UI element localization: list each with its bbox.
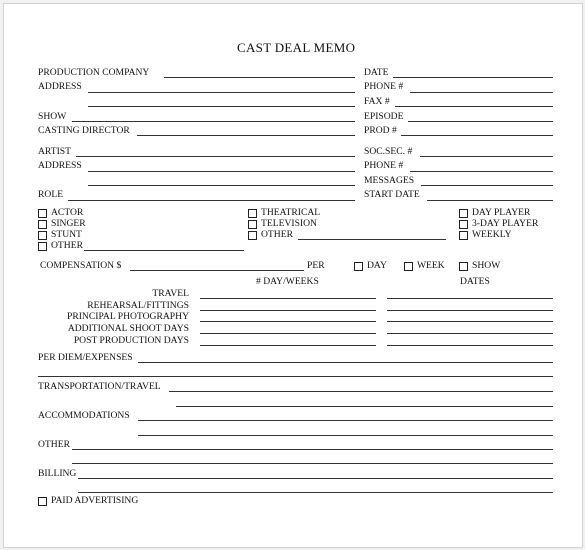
compensation-field[interactable]: [130, 270, 304, 271]
other-type-label: OTHER: [51, 240, 83, 251]
theatrical-label: THEATRICAL: [261, 207, 321, 218]
schedule-row-label: ADDITIONAL SHOOT DAYS: [67, 323, 189, 334]
per-week-label: WEEK: [417, 260, 445, 271]
singer-checkbox[interactable]: [38, 220, 47, 229]
travel-days-field[interactable]: [200, 298, 376, 299]
weekly-checkbox[interactable]: [459, 231, 468, 240]
schedule-row-label: POST PRODUCTION DAYS: [73, 335, 189, 346]
per-day-label: DAY: [367, 260, 387, 271]
per-label: PER: [307, 260, 325, 271]
paid-advertising-checkbox[interactable]: [38, 497, 47, 506]
role-field[interactable]: [68, 200, 355, 201]
other-label: OTHER: [38, 439, 70, 450]
billing-field-2[interactable]: [78, 492, 553, 493]
accommodations-field-1[interactable]: [138, 420, 553, 421]
singer-label: SINGER: [51, 218, 86, 229]
billing-label: BILLING: [38, 468, 77, 479]
compensation-label: COMPENSATION $: [40, 260, 122, 271]
prod-label: PROD #: [364, 125, 397, 136]
role-label: ROLE: [38, 189, 64, 200]
accommodations-label: ACCOMMODATIONS: [38, 410, 130, 421]
episode-field[interactable]: [408, 121, 553, 122]
other-type-checkbox[interactable]: [38, 242, 47, 251]
schedule-row-label: TRAVEL: [152, 288, 189, 299]
other-field-2[interactable]: [72, 463, 553, 464]
artist-address-field-2[interactable]: [88, 185, 355, 186]
accommodations-field-2[interactable]: [138, 435, 553, 436]
per-show-label: SHOW: [472, 260, 501, 271]
casting-director-field[interactable]: [137, 135, 355, 136]
theatrical-checkbox[interactable]: [248, 209, 257, 218]
per-diem-field-1[interactable]: [138, 362, 553, 363]
rehearsal-days-field[interactable]: [200, 310, 376, 311]
artist-phone-label: PHONE #: [364, 160, 404, 171]
address-field-1[interactable]: [88, 92, 355, 93]
three-day-player-checkbox[interactable]: [459, 220, 468, 229]
schedule-row-label: REHEARSAL/FITTINGS: [87, 300, 189, 311]
phone-label: PHONE #: [364, 81, 404, 92]
artist-address-label: ADDRESS: [38, 160, 82, 171]
soc-sec-label: SOC.SEC. #: [364, 146, 413, 157]
address-field-2[interactable]: [88, 106, 355, 107]
fax-label: FAX #: [364, 96, 390, 107]
show-field[interactable]: [72, 121, 355, 122]
other-type-field[interactable]: [84, 250, 244, 251]
date-label: DATE: [364, 67, 389, 78]
transportation-label: TRANSPORTATION/TRAVEL: [38, 381, 161, 392]
principal-photography-days-field[interactable]: [200, 321, 376, 322]
form-title: CAST DEAL MEMO: [237, 40, 356, 55]
principal-photography-dates-field[interactable]: [387, 321, 553, 322]
other-media-checkbox[interactable]: [248, 231, 257, 240]
episode-label: EPISODE: [364, 111, 404, 122]
three-day-player-label: 3-DAY PLAYER: [472, 218, 539, 229]
fax-field[interactable]: [395, 106, 553, 107]
per-day-checkbox[interactable]: [354, 262, 363, 271]
days-weeks-header: # DAY/WEEKS: [256, 276, 319, 287]
transportation-field-2[interactable]: [176, 406, 553, 407]
billing-field-1[interactable]: [78, 478, 553, 479]
other-media-label: OTHER: [261, 229, 293, 240]
stunt-checkbox[interactable]: [38, 231, 47, 240]
production-company-label: PRODUCTION COMPANY: [38, 67, 150, 78]
day-player-checkbox[interactable]: [459, 209, 468, 218]
per-show-checkbox[interactable]: [459, 262, 468, 271]
artist-address-field-1[interactable]: [88, 171, 355, 172]
production-company-field[interactable]: [164, 77, 355, 78]
television-label: TELEVISION: [261, 218, 317, 229]
cast-deal-memo-form: [3, 3, 583, 548]
show-label: SHOW: [38, 111, 67, 122]
messages-field[interactable]: [421, 185, 553, 186]
day-player-label: DAY PLAYER: [472, 207, 531, 218]
post-production-dates-field[interactable]: [387, 345, 553, 346]
dates-header: DATES: [460, 276, 490, 287]
travel-dates-field[interactable]: [387, 298, 553, 299]
prod-field[interactable]: [401, 135, 553, 136]
per-diem-label: PER DIEM/EXPENSES: [38, 352, 133, 363]
actor-label: ACTOR: [51, 207, 84, 218]
date-field[interactable]: [393, 77, 553, 78]
other-media-field[interactable]: [298, 239, 446, 240]
casting-director-label: CASTING DIRECTOR: [38, 125, 130, 136]
stunt-label: STUNT: [51, 229, 82, 240]
actor-checkbox[interactable]: [38, 209, 47, 218]
other-field-1[interactable]: [72, 449, 553, 450]
schedule-row-label: PRINCIPAL PHOTOGRAPHY: [67, 311, 189, 322]
television-checkbox[interactable]: [248, 220, 257, 229]
additional-shoot-dates-field[interactable]: [387, 333, 553, 334]
artist-label: ARTIST: [38, 146, 72, 157]
phone-field[interactable]: [410, 92, 553, 93]
paid-advertising-label: PAID ADVERTISING: [51, 495, 139, 506]
additional-shoot-days-field[interactable]: [200, 333, 376, 334]
per-week-checkbox[interactable]: [404, 262, 413, 271]
per-diem-field-2[interactable]: [38, 376, 553, 377]
rehearsal-dates-field[interactable]: [387, 310, 553, 311]
transportation-field-1[interactable]: [169, 391, 553, 392]
messages-label: MESSAGES: [364, 175, 415, 186]
address-label: ADDRESS: [38, 81, 82, 92]
post-production-days-field[interactable]: [200, 345, 376, 346]
start-date-field[interactable]: [427, 200, 553, 201]
artist-phone-field[interactable]: [410, 171, 553, 172]
soc-sec-field[interactable]: [420, 156, 553, 157]
start-date-label: START DATE: [364, 189, 420, 200]
artist-field[interactable]: [76, 156, 355, 157]
weekly-label: WEEKLY: [472, 229, 512, 240]
